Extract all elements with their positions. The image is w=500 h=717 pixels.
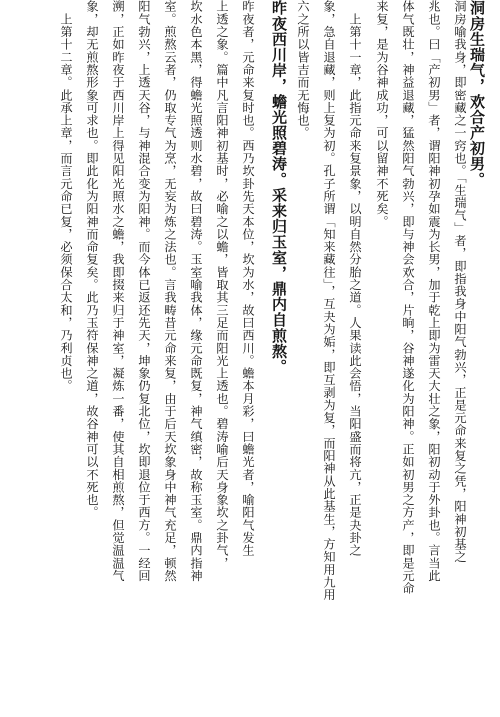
- text-line: 象，却无煎熬形象可求也。即此化为阳神而命复矣。此乃玉符保神之道，故谷神可以不死也。: [85, 0, 99, 519]
- column: [295, 0, 311, 717]
- column: [58, 0, 74, 717]
- column: [214, 0, 230, 717]
- text-line: 坎水色本黑，得蟾光照透则水碧，故曰碧涛。玉室喻我体，缘元命既复，神气缜密，故称玉室。鼎内指神: [189, 0, 203, 582]
- text-line: 室。煎熬云者，仍取专气为烹，无妄为炼之法也。言我畴昔元命来复，由于后天坎象身中神气充足，顿然: [163, 0, 177, 582]
- text-line: 溯，正如昨夜于西川岸上得见阳光照水之蟾，我即掇来归于神室，凝炼一番，使其自相煎熬，但觉温温气: [111, 0, 125, 582]
- column: [84, 0, 100, 717]
- text-line: 上第十一章，此指元命来复景象，以明自然分胎之道。人果读此会悟，当阳盛而将亢，正是夬卦之: [348, 0, 362, 557]
- column: [240, 0, 256, 717]
- text-line: 象，急自退藏，则上复为初。孔子所谓「知来藏往」，互夬为姤，即互剥为复，而阳神从此基生，方知用九用: [322, 0, 336, 602]
- column: [347, 0, 363, 717]
- section-2-title: 昨夜西川岸，蟾光照碧涛。采来归玉室，鼎内自煎熬。: [270, 0, 288, 375]
- column: [110, 0, 126, 717]
- text-line: 上透之象。篇中凡言阳神初基时，必喻之以蟾，皆取其三足而阳光上透也。碧涛喻后天身象坎之卦气，: [215, 0, 229, 570]
- text-line: 洞房喻我身，即密藏之一窍也。「生瑞气」者，即指我身中阳气勃兴，正是元命来复之凭，阳神初基之: [453, 0, 467, 564]
- column: [321, 0, 337, 717]
- text-line: 昨夜者，元命来复时也。西乃坎卦先天本位，坎为水，故曰西川。蟾本月彩，曰蟾光者，喻阳气发生: [241, 0, 255, 557]
- column: [400, 0, 416, 717]
- text-line: 六之所以皆吉而无悔也。: [296, 0, 310, 140]
- column: [374, 0, 390, 717]
- column: [162, 0, 178, 717]
- text-line: 兆也。曰「产初男」者，谓阳神初孕如震为长男，加于乾上即为雷天大壮之象，阳初动于外卦也。言当此: [427, 0, 441, 582]
- column: [188, 0, 204, 717]
- column: [136, 0, 152, 717]
- text-line: 上第十二章。此承上章，而言元命已复，必须保合太和，乃利贞也。: [59, 0, 73, 393]
- text-line: 来复，是为谷神成功，可以留神不死矣。: [375, 0, 389, 228]
- column: [426, 0, 442, 717]
- column-section-1-body: [446, 0, 468, 717]
- column-section-2: [269, 0, 288, 717]
- section-1-title: 洞房生瑞气，欢合产初男。: [468, 0, 486, 188]
- column-section-1: [467, 0, 486, 717]
- text-line: 体气既壮，神益退藏，猛然阳气勃兴，即与神会欢合，片晌，谷神遂化为阳神。正如初男之方产，即是元命: [401, 0, 415, 595]
- text-line: 阳气勃兴，上透天谷，与神混合变为阳神。而今体已返还先天，坤象仍复北位，坎即退位于西方。一经回: [137, 0, 151, 582]
